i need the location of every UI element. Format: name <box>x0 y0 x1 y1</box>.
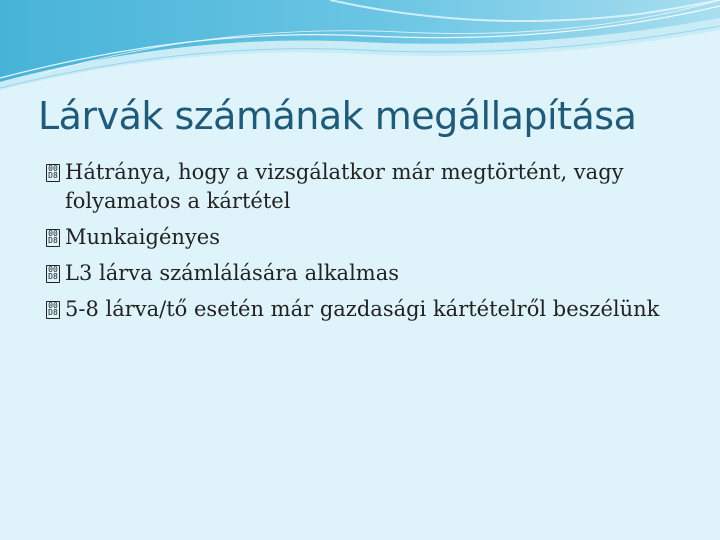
missing-glyph-icon: 00 D8 <box>46 164 60 182</box>
bullet-item <box>46 259 686 288</box>
missing-glyph-icon: 00 D8 <box>46 229 60 247</box>
bullet-item <box>46 158 686 216</box>
bullet-text: Hátránya, hogy a vizsgálatkor már megtörtént, vagy folyamatos a kártétel <box>65 160 624 213</box>
bullet-text: 5-8 lárva/tő esetén már gazdasági kártételről beszélünk <box>65 297 660 321</box>
missing-glyph-icon: 00 D8 <box>46 265 60 283</box>
slide-title: Lárvák számának megállapítása <box>38 94 637 138</box>
missing-glyph-icon: 00 D8 <box>46 301 60 319</box>
bullet-item <box>46 223 686 252</box>
bullet-list <box>46 158 686 331</box>
bullet-text: L3 lárva számlálására alkalmas <box>65 261 400 285</box>
bullet-text: Munkaigényes <box>65 225 220 249</box>
bullet-item <box>46 295 686 324</box>
